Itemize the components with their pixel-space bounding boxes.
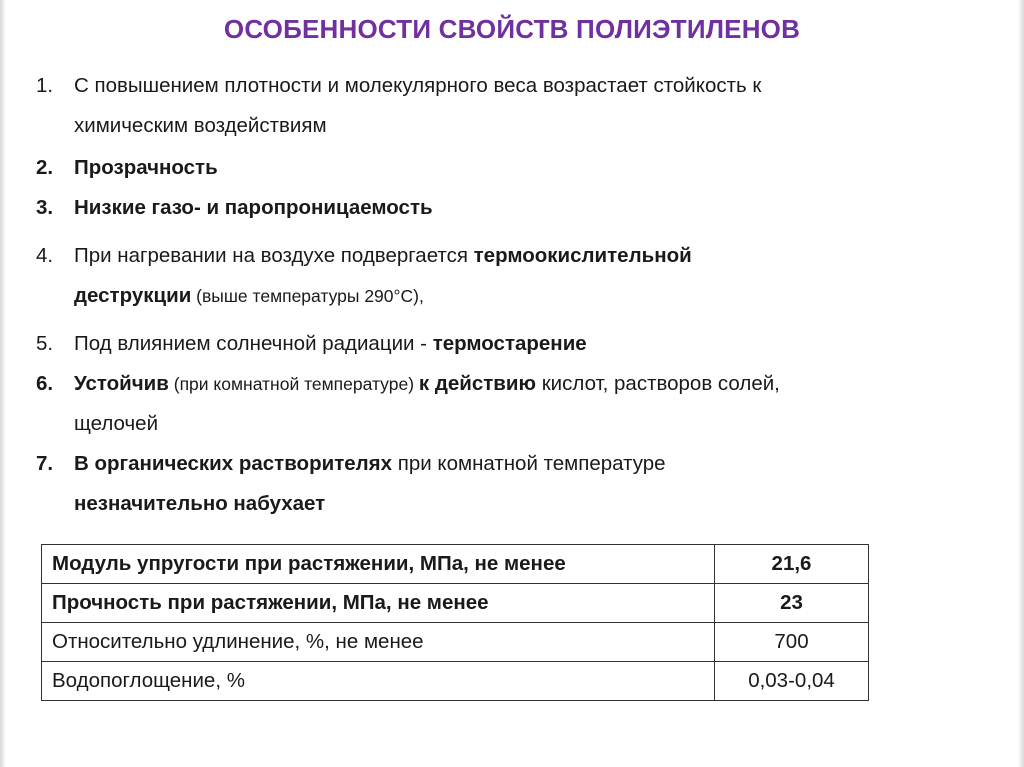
feature-number: 5. <box>36 332 54 355</box>
property-value-cell: 23 <box>715 584 869 623</box>
feature-number: 7. <box>36 452 54 475</box>
properties-table <box>41 544 869 701</box>
property-value-cell: 700 <box>715 623 869 662</box>
feature-text: Низкие газо- и паропроницаемость <box>74 196 433 219</box>
feature-note: (выше температуры 290°С), <box>191 286 424 306</box>
feature-bold-text: деструкции <box>74 284 192 307</box>
property-name-cell: Прочность при растяжении, МПа, не менее <box>42 584 715 623</box>
feature-text-line: щелочей <box>74 412 159 435</box>
feature-text: кислот, растворов солей, <box>536 372 780 395</box>
table-row <box>42 662 869 701</box>
feature-number: 1. <box>36 74 54 97</box>
feature-number: 3. <box>36 196 54 219</box>
feature-text: Прозрачность <box>74 156 218 179</box>
feature-bold-text: термостарение <box>432 332 587 355</box>
slide-title: ОСОБЕННОСТИ СВОЙСТВ ПОЛИЭТИЛЕНОВ <box>223 14 801 44</box>
property-value-cell: 0,03-0,04 <box>715 662 869 701</box>
feature-bold-text: к действию <box>418 372 537 395</box>
feature-text: Под влиянием солнечной радиации - <box>74 332 433 355</box>
feature-number: 2. <box>36 156 54 179</box>
feature-bold-text: незначительно набухает <box>74 492 326 515</box>
feature-bold-text: Устойчив <box>74 372 169 395</box>
feature-item-5 <box>36 324 996 364</box>
feature-text-line: С повышением плотности и молекулярного веса возрастает стойкость к <box>74 74 762 97</box>
feature-item-2 <box>36 148 996 188</box>
features-list <box>36 66 996 524</box>
feature-item-4 <box>36 236 996 316</box>
feature-item-6 <box>36 364 996 444</box>
table-row <box>42 545 869 584</box>
feature-text: при комнатной температуре <box>392 452 666 475</box>
feature-bold-text: термоокислительной <box>473 244 692 267</box>
feature-text: При нагревании на воздухе подвергается <box>74 244 474 267</box>
feature-item-3 <box>36 188 996 228</box>
table-row <box>42 623 869 662</box>
property-name-cell: Модуль упругости при растяжении, МПа, не менее <box>42 545 715 584</box>
feature-note: (при комнатной температуре) <box>168 374 419 394</box>
table-row <box>42 584 869 623</box>
feature-number: 6. <box>36 372 54 395</box>
property-name-cell: Относительно удлинение, %, не менее <box>42 623 715 662</box>
feature-text-line: химическим воздействиям <box>74 114 327 137</box>
property-name-cell: Водопоглощение, % <box>42 662 715 701</box>
feature-number: 4. <box>36 244 54 267</box>
feature-item-7 <box>36 444 996 524</box>
slide-frame-left <box>0 0 6 767</box>
property-value-cell: 21,6 <box>715 545 869 584</box>
feature-bold-text: В органических растворителях <box>74 452 393 475</box>
slide-frame-right <box>1018 0 1024 767</box>
feature-item-1 <box>36 66 996 146</box>
